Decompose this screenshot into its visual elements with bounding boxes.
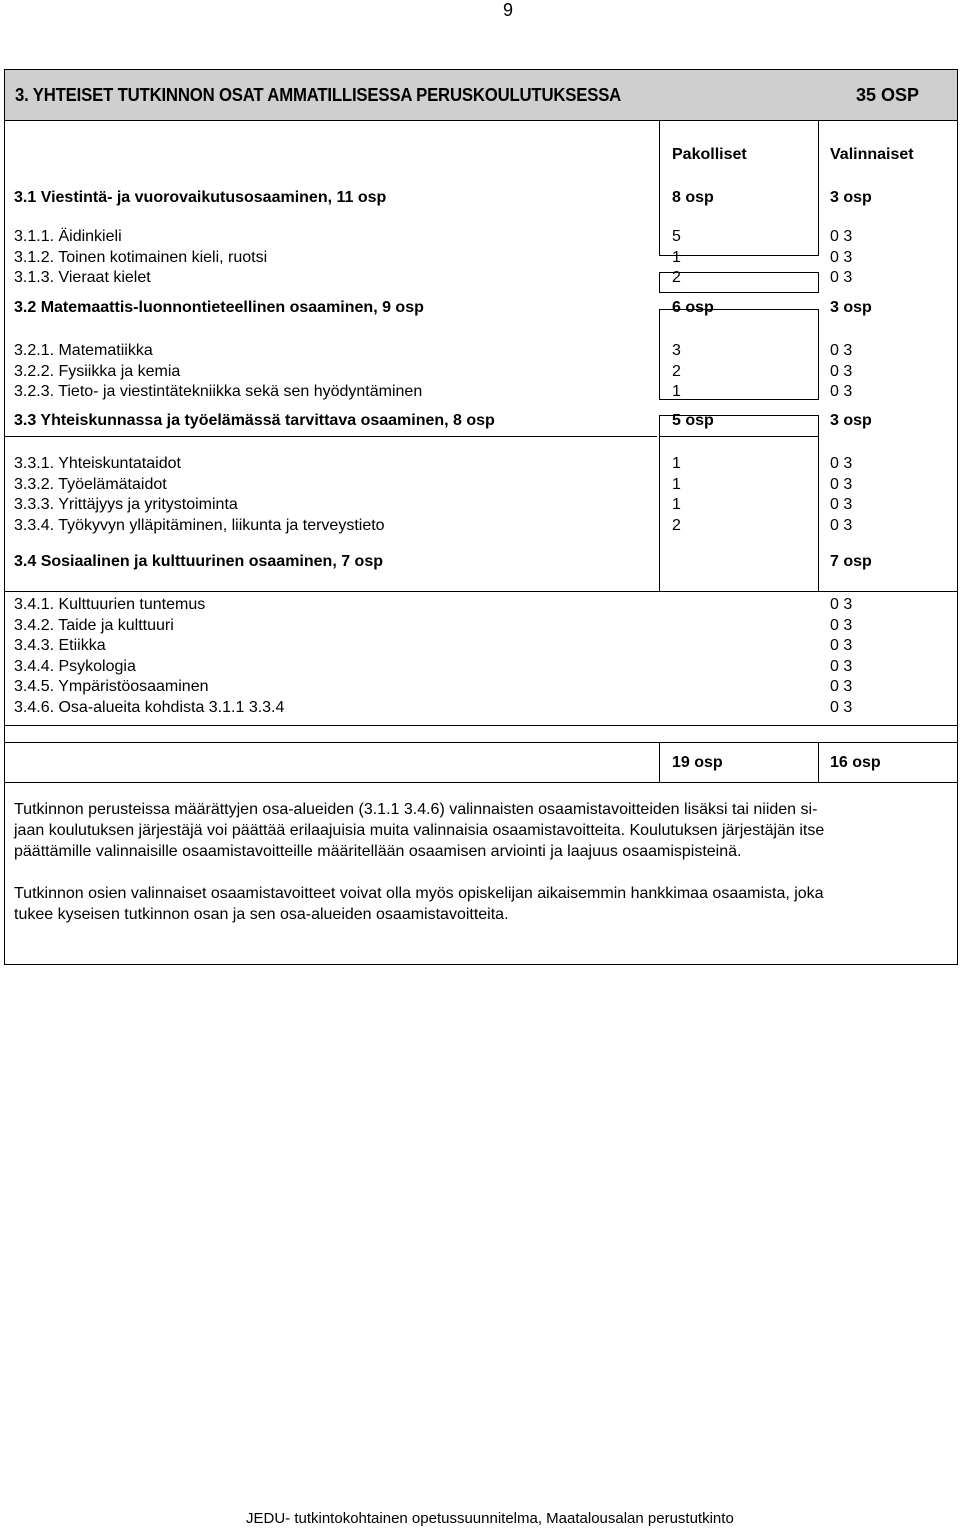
value-cell: 0 3 [830,678,853,696]
table-title: 3. YHTEISET TUTKINNON OSAT AMMATILLISESSA PERUSKOULUTUKSESSA [15,85,622,105]
section-optional: 7 osp [830,553,872,570]
column-divider [659,121,660,255]
section-mandatory: 8 osp [672,189,714,206]
section-optional: 3 osp [830,189,872,206]
list-item: 3.4.4. Psykologia [14,657,136,675]
section-optional: 3 osp [830,412,872,429]
value-cell: 1 [672,248,681,266]
row-rule [5,742,957,743]
list-item: 3.4.1. Kulttuurien tuntemus [14,596,206,613]
value-cell: 0 3 [830,248,853,266]
total-mandatory: 19 osp [672,754,723,771]
value-cell: 0 3 [830,596,853,613]
value-cell: 5 [672,228,681,245]
value-cell: 0 3 [830,637,853,655]
list-item: 3.3.3. Yrittäjyys ja yritystoiminta [14,496,238,514]
column-divider [818,436,819,591]
list-item: 3.2.3. Tieto- ja viestintätekniikka sekä sen hyödyntäminen [14,383,423,401]
section-optional: 3 osp [830,299,872,316]
item-mandatory-values [672,454,681,536]
row-rule [5,591,957,592]
row-rule [5,782,957,783]
column-divider [818,415,819,436]
list-item: 3.3.2. Työelämätaidot [14,475,167,493]
title-bar [5,70,957,121]
section-heading: 3.4 Sosiaalinen ja kulttuurinen osaaminen, 7 osp [14,553,383,570]
list-item: 3.2.1. Matematiikka [14,342,153,359]
list-item: 3.4.2. Taide ja kulttuuri [14,616,174,634]
item-optional-values [830,227,852,289]
list-item: 3.2.2. Fysiikka ja kemia [14,362,181,380]
section-items [14,454,385,536]
value-cell: 1 [672,455,681,472]
value-cell: 3 [672,342,681,359]
value-cell: 0 3 [830,698,853,716]
column-divider [659,436,660,591]
section-items [14,595,284,719]
value-cell: 1 [672,496,681,514]
value-cell: 0 3 [830,362,853,380]
section-items [14,227,267,289]
note-paragraph: Tutkinnon perusteissa määrättyjen osa-alueiden (3.1.1 3.4.6) valinnaisten osaamistavoitteiden lisäksi tai niiden si- jaan koulutuksen järjestäjä voi päättää erilaajuisia muita valinnaisia osaamistavoitteita. Koulutuksen järjestäjän itse päättämille valinnaisille osaamistavoitteille määritellään osaamisen arviointi ja laajuus osaamispisteinä. [14,801,825,860]
row-rule [5,725,957,726]
section-mandatory: 5 osp [672,412,714,429]
column-divider [818,272,819,292]
row-rule [659,436,819,437]
row-rule [5,436,657,437]
value-cell: 0 3 [830,475,853,493]
value-cell: 0 3 [830,383,853,401]
row-rule [659,255,819,256]
list-item: 3.1.3. Vieraat kielet [14,269,151,287]
header-mandatory: Pakolliset [672,146,747,163]
row-rule [659,399,819,400]
value-cell: 0 3 [830,657,853,675]
list-item: 3.3.1. Yhteiskuntataidot [14,455,181,472]
list-item: 3.3.4. Työkyvyn ylläpitäminen, liikunta ja terveystieto [14,516,385,534]
column-divider [818,121,819,255]
total-optional: 16 osp [830,754,881,771]
item-mandatory-values [672,227,681,289]
list-item: 3.4.5. Ympäristöosaaminen [14,678,209,696]
document-table [4,69,958,965]
column-divider [818,309,819,399]
header-optional: Valinnaiset [830,146,914,163]
value-cell: 2 [672,362,681,380]
value-cell: 1 [672,383,681,401]
value-cell: 0 3 [830,516,853,534]
value-cell: 0 3 [830,616,853,634]
list-item: 3.1.2. Toinen kotimainen kieli, ruotsi [14,248,268,266]
note-paragraph: Tutkinnon osien valinnaiset osaamistavoitteet voivat olla myös opiskelijan aikaisemmin hankkimaa osaamista, joka tukee kyseisen tutkinnon osan ja sen osa-alueiden osaamistavoitteita. [14,885,824,923]
row-rule [659,292,819,293]
list-item: 3.4.3. Etiikka [14,637,106,655]
value-cell: 0 3 [830,228,853,245]
section-heading: 3.2 Matemaattis-luonnontieteellinen osaaminen, 9 osp [14,299,424,316]
page-footer: JEDU- tutkintokohtainen opetussuunnitelma, Maatalousalan perustutkinto [246,1510,734,1527]
value-cell: 1 [672,475,681,493]
item-mandatory-values [672,341,681,403]
page-number: 9 [503,0,514,20]
row-rule [659,272,819,273]
column-divider [659,309,660,399]
list-item: 3.4.6. Osa-alueita kohdista 3.1.1 3.3.4 [14,698,285,716]
column-divider [659,272,660,292]
value-cell: 0 3 [830,455,853,472]
column-divider [818,742,819,782]
list-item: 3.1.1. Äidinkieli [14,228,122,245]
section-heading: 3.1 Viestintä- ja vuorovaikutusosaaminen, 11 osp [14,189,387,206]
value-cell: 0 3 [830,496,853,514]
value-cell: 0 3 [830,269,853,287]
item-optional-values [830,454,852,536]
value-cell: 2 [672,269,681,287]
section-items [14,341,422,403]
section-mandatory: 6 osp [672,299,714,316]
column-divider [659,742,660,782]
item-optional-values [830,595,852,719]
item-optional-values [830,341,852,403]
table-total: 35 OSP [856,85,920,105]
value-cell: 0 3 [830,342,853,359]
section-heading: 3.3 Yhteiskunnassa ja työelämässä tarvittava osaaminen, 8 osp [14,412,495,429]
value-cell: 2 [672,516,681,534]
column-divider [659,415,660,436]
